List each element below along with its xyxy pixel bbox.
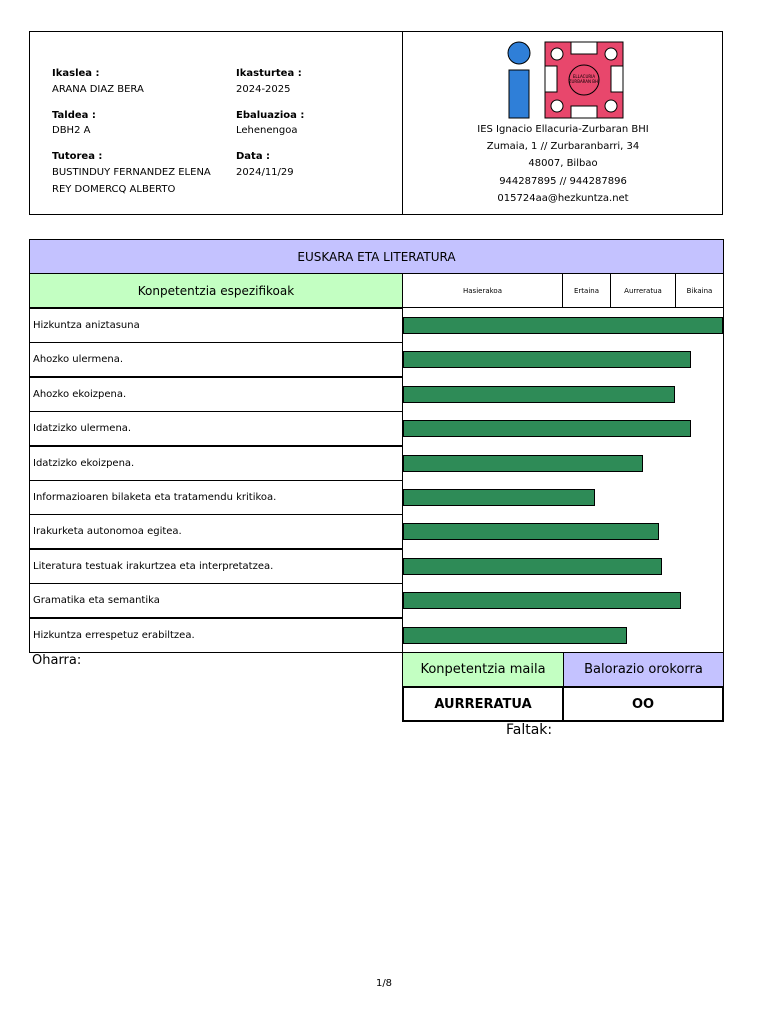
date-label: Data : <box>236 151 271 162</box>
level-bikaina: Bikaina <box>675 273 724 308</box>
competence-score-bar <box>403 592 681 609</box>
school-name: IES Ignacio Ellacuria-Zurbaran BHI <box>477 124 649 135</box>
level-aurreratua: Aurreratua <box>610 273 676 308</box>
competence-score-bar <box>403 386 675 403</box>
competence-score-bar <box>403 489 595 506</box>
student-label: Ikaslea : <box>52 68 100 79</box>
competence-row-label: Hizkuntza errespetuz erabiltzea. <box>33 629 195 641</box>
competence-row <box>29 514 403 549</box>
overall-header: Balorazio orokorra <box>563 652 724 687</box>
tutor-value-1: BUSTINDUY FERNANDEZ ELENA <box>52 167 211 178</box>
overall-value: OO <box>562 686 724 722</box>
notes-label: Oharra: <box>32 653 82 668</box>
competence-score-bar <box>403 558 662 575</box>
tutor-value-2: REY DOMERCQ ALBERTO <box>52 184 176 195</box>
competence-row-label: Idatzizko ekoizpena. <box>33 457 135 469</box>
school-address-1: Zumaia, 1 // Zurbaranbarri, 34 <box>486 141 640 152</box>
competence-level-header: Konpetentzia maila <box>402 652 564 687</box>
competence-row-label: Ahozko ekoizpena. <box>33 388 127 400</box>
svg-text:ZURBARAN BHI: ZURBARAN BHI <box>568 79 600 84</box>
level-hasierakoa: Hasierakoa <box>402 273 563 308</box>
level-ertaina: Ertaina <box>562 273 611 308</box>
competence-row-label: Informazioaren bilaketa eta tratamendu kritikoa. <box>33 492 277 503</box>
subject-title: EUSKARA ETA LITERATURA <box>29 239 724 274</box>
date-value: 2024/11/29 <box>236 167 294 178</box>
evaluation-value: Lehenengoa <box>236 125 298 136</box>
competence-header: Konpetentzia espezifikoak <box>29 273 403 308</box>
competence-level-value: AURRERATUA <box>402 686 564 722</box>
competence-row <box>29 308 403 343</box>
competence-score-bar <box>403 420 691 437</box>
competence-row <box>29 411 403 446</box>
competence-row-label: Gramatika eta semantika <box>33 595 160 607</box>
tutor-label: Tutorea : <box>52 151 103 162</box>
competence-score-bar <box>403 627 627 644</box>
competence-row <box>29 583 403 618</box>
competence-row <box>29 480 403 515</box>
competence-score-bar <box>403 317 723 334</box>
competence-row-label: Hizkuntza aniztasuna <box>33 320 140 331</box>
school-email: 015724aa@hezkuntza.net <box>497 193 629 204</box>
group-value: DBH2 A <box>52 125 91 136</box>
evaluation-label: Ebaluazioa : <box>236 110 305 121</box>
school-logo <box>505 40 625 120</box>
competence-row-label: Idatzizko ulermena. <box>33 423 132 435</box>
competence-row <box>29 549 403 584</box>
svg-text:ELLACURIA: ELLACURIA <box>572 74 596 79</box>
group-label: Taldea : <box>52 110 96 121</box>
competence-row <box>29 446 403 481</box>
competence-row-label: Literatura testuak irakurtzea eta interpretatzea. <box>33 560 274 572</box>
competence-row <box>29 618 403 653</box>
year-value: 2024-2025 <box>236 84 291 95</box>
competence-score-bar <box>403 351 691 368</box>
header-divider <box>402 31 403 215</box>
student-value: ARANA DIAZ BERA <box>52 84 144 95</box>
competence-row-label: Ahozko ulermena. <box>33 354 124 366</box>
competence-row-label: Irakurketa autonomoa egitea. <box>33 526 182 538</box>
year-label: Ikasturtea : <box>236 68 302 79</box>
competence-row <box>29 342 403 377</box>
page-number: 1/8 <box>375 978 393 989</box>
competence-score-bar <box>403 455 643 472</box>
competence-row <box>29 377 403 412</box>
competence-score-bar <box>403 523 659 540</box>
school-address-2: 48007, Bilbao <box>528 158 598 169</box>
absences-label: Faltak: <box>506 722 553 738</box>
school-phones: 944287895 // 944287896 <box>499 176 627 187</box>
